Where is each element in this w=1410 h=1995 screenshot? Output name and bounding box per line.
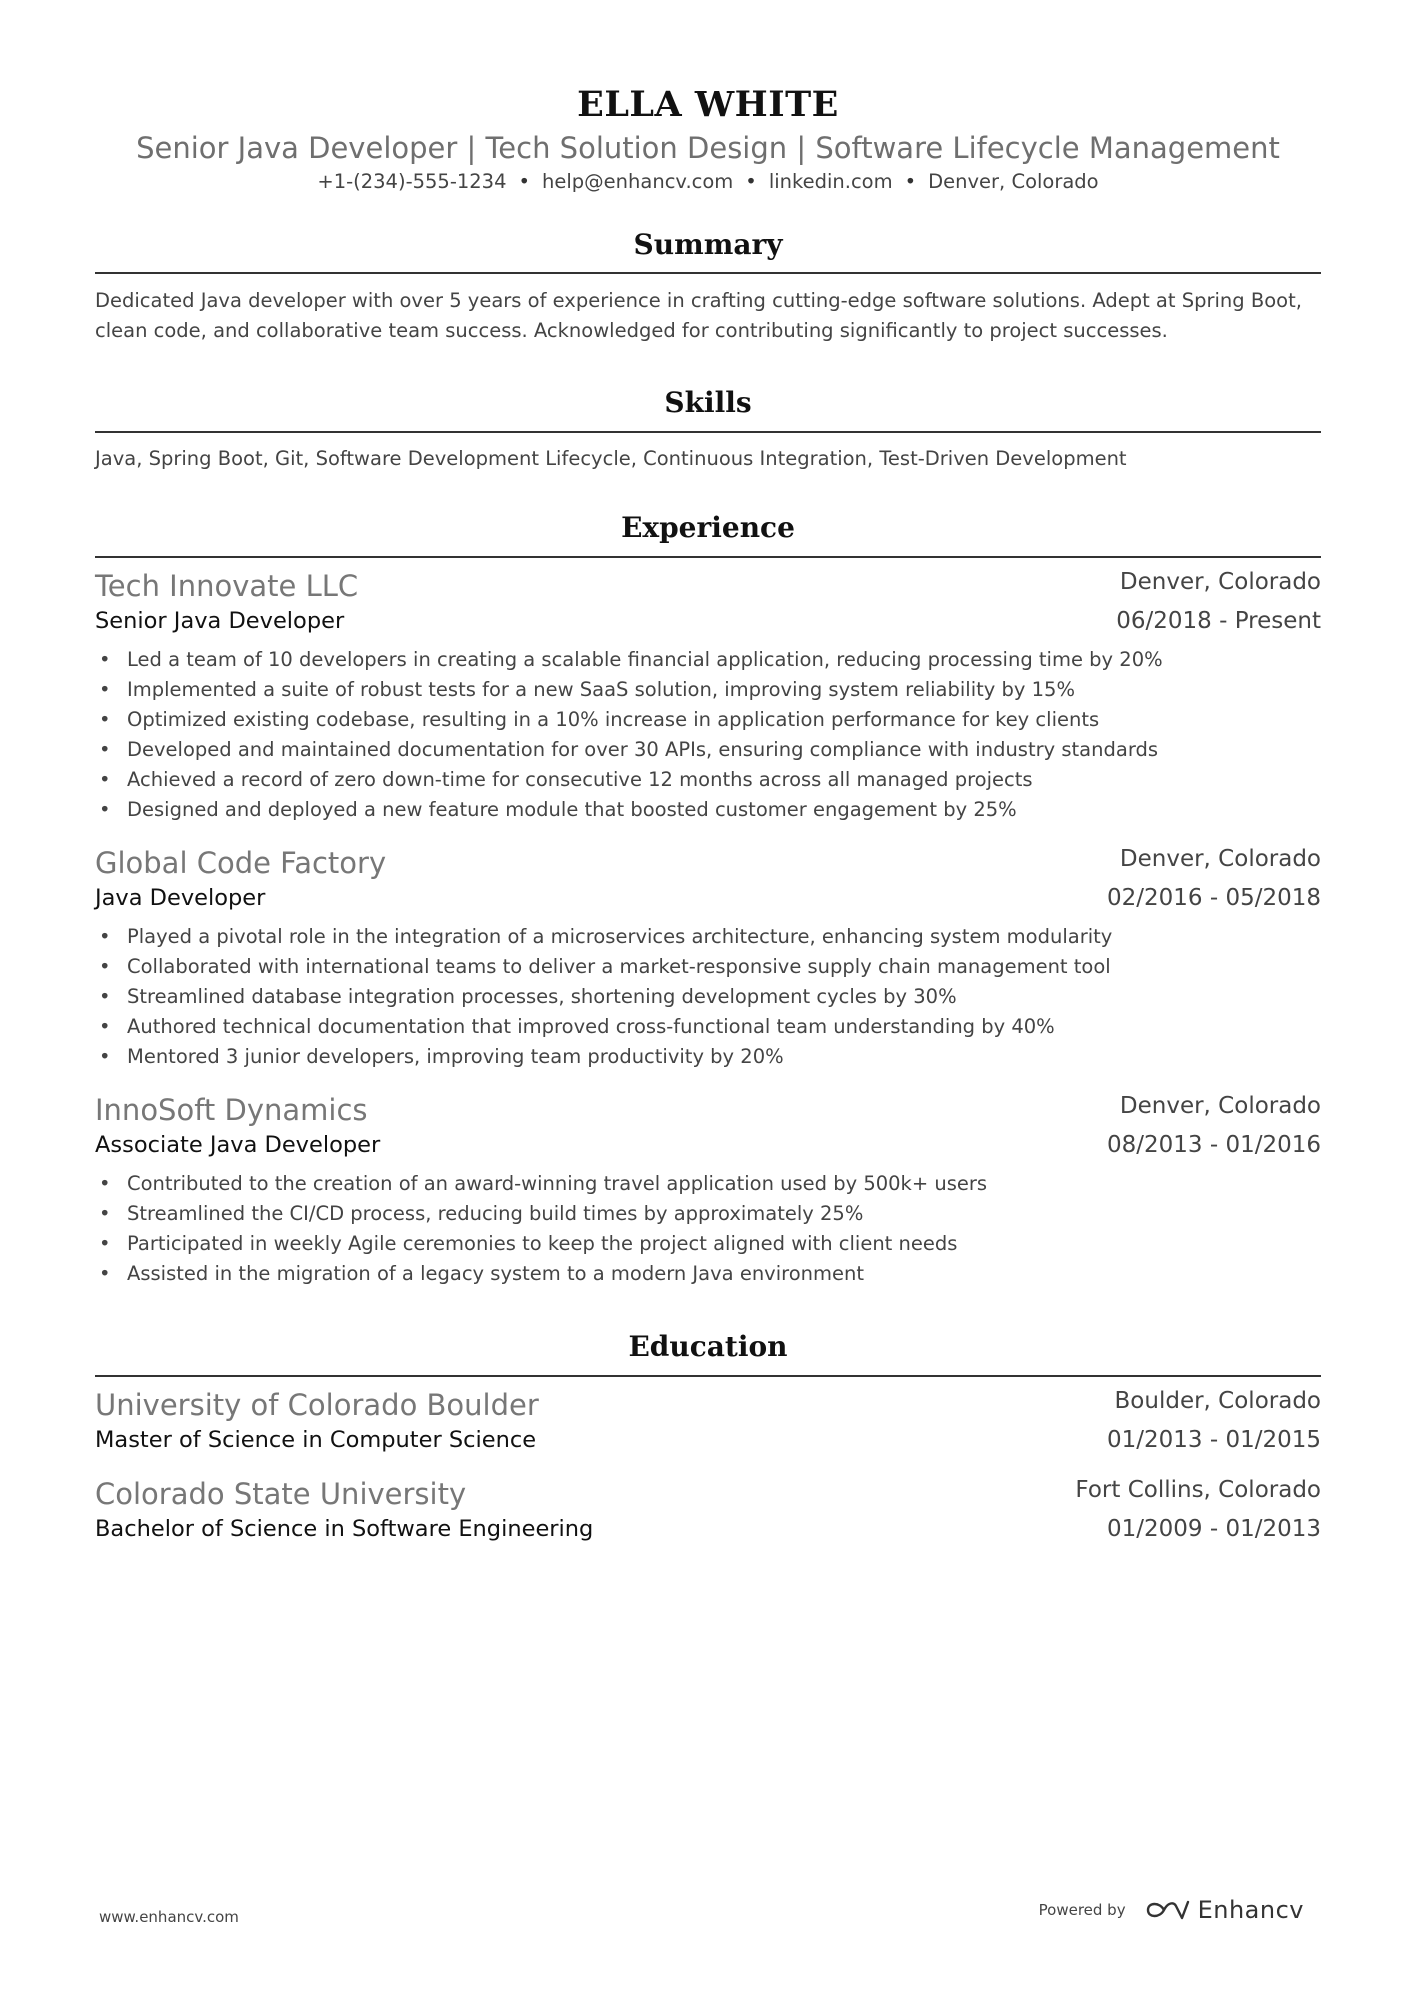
achievement-item: • Authored technical documentation that improved cross-functional team understanding by 40% [95, 1012, 1321, 1042]
degree: Master of Science in Computer Science [95, 1427, 537, 1453]
section-title-education: Education [628, 1330, 788, 1363]
education-header [95, 1477, 1321, 1513]
candidate-name: ELLA WHITE [577, 84, 839, 125]
achievement-item: • Streamlined database integration processes, shortening development cycles by 30% [95, 982, 1321, 1012]
experience-subheader [95, 1132, 1321, 1168]
achievement-item: • Contributed to the creation of an award-winning travel application used by 500k+ users [95, 1169, 1321, 1199]
school-location: Fort Collins, Colorado [1075, 1477, 1321, 1503]
degree: Bachelor of Science in Software Engineering [95, 1516, 594, 1542]
footer-branding [1039, 1896, 1304, 1924]
experience-header [95, 1093, 1321, 1129]
experience-header [95, 569, 1321, 605]
job-dates: 06/2018 - Present [1116, 608, 1321, 634]
experience-subheader [95, 608, 1321, 644]
contact-location: Denver, Colorado [928, 170, 1099, 193]
section-title-experience: Experience [621, 511, 795, 544]
company-name: InnoSoft Dynamics [95, 1093, 368, 1127]
achievement-list [95, 922, 1321, 1072]
education-dates: 01/2009 - 01/2013 [1106, 1516, 1321, 1542]
job-location: Denver, Colorado [1119, 1093, 1321, 1119]
achievement-item: • Implemented a suite of robust tests for a new SaaS solution, improving system reliability by 15% [95, 675, 1321, 705]
enhancv-logo-icon [1144, 1898, 1190, 1922]
experience-header [95, 846, 1321, 882]
section-divider [95, 556, 1321, 558]
separator-dot: • [745, 170, 757, 193]
email-link[interactable]: help@enhancv.com [542, 170, 734, 193]
skills-text: Java, Spring Boot, Git, Software Development Lifecycle, Continuous Integration, Test-Driven Development [95, 447, 1127, 470]
achievement-item: • Led a team of 10 developers in creating a scalable financial application, reducing processing time by 20% [95, 645, 1321, 675]
section-title-skills: Skills [664, 386, 752, 419]
education-subheader [95, 1427, 1321, 1463]
achievement-item: • Streamlined the CI/CD process, reducing build times by approximately 25% [95, 1199, 1321, 1229]
experience-subheader [95, 885, 1321, 921]
education-header [95, 1388, 1321, 1424]
achievement-item: • Developed and maintained documentation for over 30 APIs, ensuring compliance with industry standards [95, 735, 1321, 765]
footer-website-link[interactable]: www.enhancv.com [99, 1908, 239, 1926]
education-dates: 01/2013 - 01/2015 [1106, 1427, 1321, 1453]
job-title: Senior Java Developer [95, 608, 345, 634]
achievement-item: • Assisted in the migration of a legacy system to a modern Java environment [95, 1259, 1321, 1289]
achievement-list [95, 1169, 1321, 1289]
contact-line [95, 170, 1321, 193]
school-location: Boulder, Colorado [1114, 1388, 1321, 1414]
section-divider [95, 1375, 1321, 1377]
job-location: Denver, Colorado [1119, 569, 1321, 595]
section-divider [95, 272, 1321, 274]
achievement-item: • Achieved a record of zero down-time for consecutive 12 months across all managed projects [95, 765, 1321, 795]
job-dates: 08/2013 - 01/2016 [1106, 1132, 1321, 1158]
achievement-item: • Optimized existing codebase, resulting in a 10% increase in application performance for key clients [95, 705, 1321, 735]
headline: Senior Java Developer | Tech Solution Design | Software Lifecycle Management [136, 131, 1280, 165]
job-title: Java Developer [95, 885, 266, 911]
brand-logo[interactable] [1144, 1896, 1304, 1924]
separator-dot: • [518, 170, 531, 193]
section-title-summary: Summary [633, 228, 783, 261]
school-name: Colorado State University [95, 1477, 467, 1511]
separator-dot: • [904, 170, 917, 193]
achievement-item: • Played a pivotal role in the integration of a microservices architecture, enhancing system modularity [95, 922, 1321, 952]
summary-text: Dedicated Java developer with over 5 years of experience in crafting cutting-edge software solutions. Adept at Spring Boot, clean code, and collaborative team success. Acknowledged for contributing significantly to project successes. [95, 289, 1302, 342]
linkedin-link[interactable]: linkedin.com [768, 170, 893, 193]
company-name: Tech Innovate LLC [95, 569, 359, 603]
job-title: Associate Java Developer [95, 1132, 381, 1158]
school-name: University of Colorado Boulder [95, 1388, 539, 1422]
job-dates: 02/2016 - 05/2018 [1106, 885, 1321, 911]
company-name: Global Code Factory [95, 846, 387, 880]
achievement-item: • Participated in weekly Agile ceremonies to keep the project aligned with client needs [95, 1229, 1321, 1259]
phone: +1-(234)-555-1234 [317, 170, 507, 193]
achievement-list [95, 645, 1321, 825]
section-divider [95, 431, 1321, 433]
brand-name: Enhancv [1197, 1896, 1304, 1924]
job-location: Denver, Colorado [1119, 846, 1321, 872]
achievement-item: • Collaborated with international teams to deliver a market-responsive supply chain management tool [95, 952, 1321, 982]
achievement-item: • Designed and deployed a new feature module that boosted customer engagement by 25% [95, 795, 1321, 825]
powered-by-label: Powered by [1038, 1901, 1126, 1919]
achievement-item: • Mentored 3 junior developers, improving team productivity by 20% [95, 1042, 1321, 1072]
education-subheader [95, 1516, 1321, 1552]
